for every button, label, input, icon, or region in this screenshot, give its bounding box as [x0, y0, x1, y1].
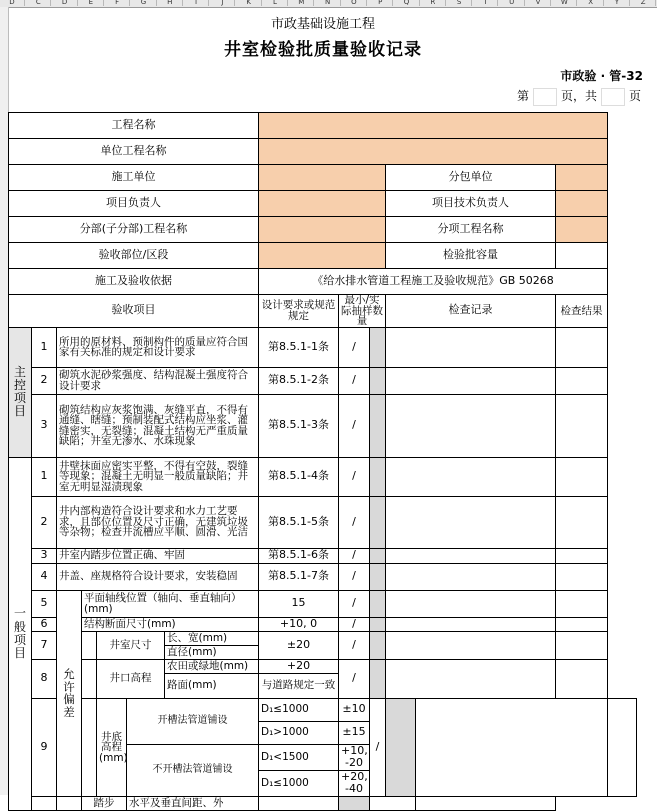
item-text: D₁>1000	[259, 721, 339, 744]
item-text: 农田或绿地(mm)	[165, 659, 259, 673]
item-text: 水平及垂直间距、外	[127, 797, 259, 811]
row-number	[57, 797, 82, 811]
row-number: 5	[32, 590, 57, 617]
table-row	[9, 394, 637, 457]
col-sample-header: 最小/实际抽样数量	[339, 295, 386, 328]
page-number-field[interactable]	[533, 88, 557, 106]
form-code: 市政验 · 管-32	[560, 69, 643, 83]
record-cell[interactable]	[386, 367, 556, 394]
page-mid: 页，共	[560, 89, 597, 103]
col-item-header: 验收项目	[9, 295, 259, 328]
result-cell[interactable]	[556, 590, 608, 617]
item-text: D₁≤1000	[259, 698, 339, 721]
shaded-cell	[386, 698, 416, 797]
group-label: 井口高程	[97, 659, 165, 698]
row-number: 2	[32, 367, 57, 394]
column-letter: K	[237, 0, 262, 6]
page-prefix: 第	[516, 89, 529, 103]
record-cell[interactable]	[386, 496, 556, 548]
table-row	[9, 590, 637, 617]
item-text: 路面(mm)	[165, 673, 259, 698]
unit-project-label: 单位工程名称	[9, 139, 259, 165]
sample-value	[259, 797, 339, 811]
shaded-cell	[370, 617, 386, 631]
tolerance-label: 允许偏差	[57, 590, 82, 797]
batch-capacity-label: 检验批容量	[386, 243, 556, 269]
column-letter: D	[0, 0, 25, 6]
item-text: 井壁抹面应密实平整，不得有空鼓，裂缝等现象；混凝土无明显一般质量缺陷；井室无明显湿渍现象	[57, 457, 259, 496]
tolerance-value: ±15	[339, 721, 370, 744]
project-manager-input[interactable]	[259, 191, 386, 217]
item-text: 井盖、座规格符合设计要求，安装稳固	[57, 563, 259, 590]
column-letter: C	[26, 0, 51, 6]
item-text: 平面轴线位置（轴向、垂直轴向）(mm)	[82, 590, 259, 617]
sample-value: /	[339, 327, 370, 367]
sample-value: /	[339, 496, 370, 548]
basis-label: 施工及验收依据	[9, 269, 259, 295]
result-cell[interactable]	[556, 617, 608, 631]
sample-value: /	[339, 394, 370, 457]
column-letter: I	[184, 0, 209, 6]
sample-value: /	[339, 631, 370, 659]
row-number: 2	[32, 496, 57, 548]
column-letter: P	[368, 0, 393, 6]
sub-project-label: 分部(子分部)工程名称	[9, 217, 259, 243]
sample-value: /	[370, 698, 386, 797]
column-letter: Y	[605, 0, 630, 6]
item-clause: 第8.5.1-1条	[259, 327, 339, 367]
item-text: D₁≤1000	[259, 770, 339, 796]
column-letter: N	[316, 0, 341, 6]
row-number: 9	[32, 698, 57, 797]
result-cell[interactable]	[556, 327, 608, 367]
column-letter: L	[263, 0, 288, 6]
column-letter: R	[421, 0, 446, 6]
group-label: 井底高程(mm)	[97, 698, 127, 797]
column-letter: G	[132, 0, 157, 6]
item-text: D₁<1500	[259, 744, 339, 770]
result-cell[interactable]	[556, 367, 608, 394]
sub-project-input[interactable]	[259, 217, 386, 243]
unit-project-input[interactable]	[259, 139, 608, 165]
sample-value: /	[339, 590, 370, 617]
main-section-label: 主控项目	[9, 327, 32, 457]
tolerance-value: 与道路规定一致	[259, 673, 339, 698]
tolerance-value: +20	[259, 659, 339, 673]
general-section-label: 一般项目	[9, 457, 32, 811]
batch-capacity-input[interactable]	[556, 243, 608, 269]
row-number: 8	[32, 659, 57, 698]
result-cell[interactable]	[556, 563, 608, 590]
item-clause: 第8.5.1-5条	[259, 496, 339, 548]
doc-title: 井室检验批质量验收记录	[224, 40, 422, 60]
subcontractor-label: 分包单位	[386, 165, 556, 191]
row-number: 6	[32, 617, 57, 631]
tolerance-value: ±10	[339, 698, 370, 721]
record-cell[interactable]	[370, 797, 416, 811]
record-cell[interactable]	[386, 548, 556, 563]
shaded-cell	[370, 631, 386, 659]
sample-value: /	[339, 457, 370, 496]
subgroup-label: 开槽法管道铺设	[127, 698, 259, 744]
sample-value: /	[339, 367, 370, 394]
sample-value: /	[339, 548, 370, 563]
column-letter: W	[552, 0, 577, 6]
table-row	[9, 698, 637, 721]
table-row	[9, 797, 637, 811]
col-design-header: 设计要求或规范规定	[259, 295, 339, 328]
shaded-cell	[82, 698, 97, 797]
basis-value: 《给水排水管道工程施工及验收规范》GB 50268	[259, 269, 608, 295]
row-number: 3	[32, 394, 57, 457]
table-row	[9, 617, 637, 631]
shaded-cell	[370, 457, 386, 496]
row-number: 3	[32, 548, 57, 563]
item-clause: 第8.5.1-7条	[259, 563, 339, 590]
table-row	[9, 563, 637, 590]
item-text: 结构断面尺寸(mm)	[82, 617, 259, 631]
col-record-header: 检查记录	[386, 295, 556, 328]
item-clause: 第8.5.1-3条	[259, 394, 339, 457]
record-cell[interactable]	[416, 698, 608, 797]
table-row	[9, 631, 637, 645]
tolerance-value: +10, 0	[259, 617, 339, 631]
shaded-cell	[370, 496, 386, 548]
row-number: 1	[32, 327, 57, 367]
record-cell[interactable]	[386, 457, 556, 496]
group-label: 踏步	[82, 797, 127, 811]
table-row	[9, 548, 637, 563]
shaded-cell	[370, 367, 386, 394]
inspection-table	[8, 112, 637, 811]
result-cell[interactable]	[416, 797, 556, 811]
subcontractor-input[interactable]	[556, 165, 608, 191]
page-total-field[interactable]	[601, 88, 625, 106]
column-letter: M	[289, 0, 314, 6]
group-label: 井室尺寸	[97, 631, 165, 659]
result-cell[interactable]	[556, 548, 608, 563]
shaded-cell	[370, 548, 386, 563]
table-row	[9, 327, 637, 367]
column-letter: V	[526, 0, 551, 6]
column-letter: S	[447, 0, 472, 6]
contractor-label: 施工单位	[9, 165, 259, 191]
shaded-cell	[82, 659, 97, 698]
result-cell[interactable]	[556, 457, 608, 496]
record-cell[interactable]	[386, 590, 556, 617]
project-manager-label: 项目负责人	[9, 191, 259, 217]
record-cell[interactable]	[386, 563, 556, 590]
item-clause: 第8.5.1-2条	[259, 367, 339, 394]
shaded-cell	[370, 563, 386, 590]
record-cell[interactable]	[386, 394, 556, 457]
row-number	[32, 797, 57, 811]
document-sheet	[8, 7, 657, 810]
item-clause: 第8.5.1-4条	[259, 457, 339, 496]
record-cell[interactable]	[386, 617, 556, 631]
project-name-label: 工程名称	[9, 113, 259, 139]
table-row	[9, 367, 637, 394]
record-cell[interactable]	[386, 659, 556, 698]
item-text: 井室内踏步位置正确、牢固	[57, 548, 259, 563]
tolerance-value: 15	[259, 590, 339, 617]
column-letter: H	[158, 0, 183, 6]
table-row	[9, 496, 637, 548]
project-name-input[interactable]	[259, 113, 608, 139]
table-row	[9, 659, 637, 673]
tech-manager-input[interactable]	[556, 191, 608, 217]
column-letter: T	[473, 0, 498, 6]
item-text: 井内部构造符合设计要求和水力工艺要求，且部位位置及尺寸正确，无建筑垃圾等杂物；检查井流槽应平顺、圆滑、光洁	[57, 496, 259, 548]
item-text: 所用的原材料、预制构件的质量应符合国家有关标准的规定和设计要求	[57, 327, 259, 367]
doc-subtitle: 市政基础设施工程	[270, 17, 375, 32]
sample-value: /	[339, 617, 370, 631]
tolerance-value: +10, -20	[339, 744, 370, 770]
tolerance-value: +20, -40	[339, 770, 370, 796]
sample-value: /	[339, 659, 370, 698]
sample-value: /	[339, 563, 370, 590]
shaded-cell	[370, 327, 386, 367]
location-label: 验收部位/区段	[9, 243, 259, 269]
column-letter: U	[500, 0, 525, 6]
column-letter: O	[342, 0, 367, 6]
column-letter: D	[53, 0, 78, 6]
page-indicator	[517, 87, 641, 106]
item-text: 长、宽(mm)	[165, 631, 259, 645]
result-cell[interactable]	[556, 659, 608, 698]
result-cell[interactable]	[556, 394, 608, 457]
column-letter: F	[105, 0, 130, 6]
item-clause: 第8.5.1-6条	[259, 548, 339, 563]
column-letter: E	[79, 0, 104, 6]
item-text: 直径(mm)	[165, 645, 259, 659]
tech-manager-label: 项目技术负责人	[386, 191, 556, 217]
tolerance-value: ±20	[259, 631, 339, 659]
row-number: 1	[32, 457, 57, 496]
record-cell[interactable]	[386, 327, 556, 367]
result-cell[interactable]	[556, 496, 608, 548]
row-number: 7	[32, 631, 57, 659]
column-letter: Q	[395, 0, 420, 6]
shaded-cell	[82, 631, 97, 659]
page-suffix: 页	[628, 89, 641, 103]
item-text: 砌筑结构应灰浆饱满、灰缝平直，不得有通缝、瞎缝；预制装配式结构应坐浆、灌缝密实，无裂缝；混凝土结构无严重质量缺陷；井室无渗水、水珠现象	[57, 394, 259, 457]
shaded-cell	[370, 394, 386, 457]
shaded-cell	[370, 590, 386, 617]
result-cell[interactable]	[556, 631, 608, 659]
table-row	[9, 457, 637, 496]
item-text: 砌筑水泥砂浆强度、结构混凝土强度符合设计要求	[57, 367, 259, 394]
shaded-cell	[339, 797, 370, 811]
row-number: 4	[32, 563, 57, 590]
result-cell[interactable]	[608, 698, 637, 797]
column-letter: Z	[631, 0, 656, 6]
column-letter: X	[579, 0, 604, 6]
shaded-cell	[370, 659, 386, 698]
location-input[interactable]	[259, 243, 386, 269]
contractor-input[interactable]	[259, 165, 386, 191]
item-project-label: 分项工程名称	[386, 217, 556, 243]
record-cell[interactable]	[386, 631, 556, 659]
item-project-input[interactable]	[556, 217, 608, 243]
subgroup-label: 不开槽法管道铺设	[127, 744, 259, 797]
col-result-header: 检查结果	[556, 295, 608, 328]
column-letter: J	[210, 0, 235, 6]
